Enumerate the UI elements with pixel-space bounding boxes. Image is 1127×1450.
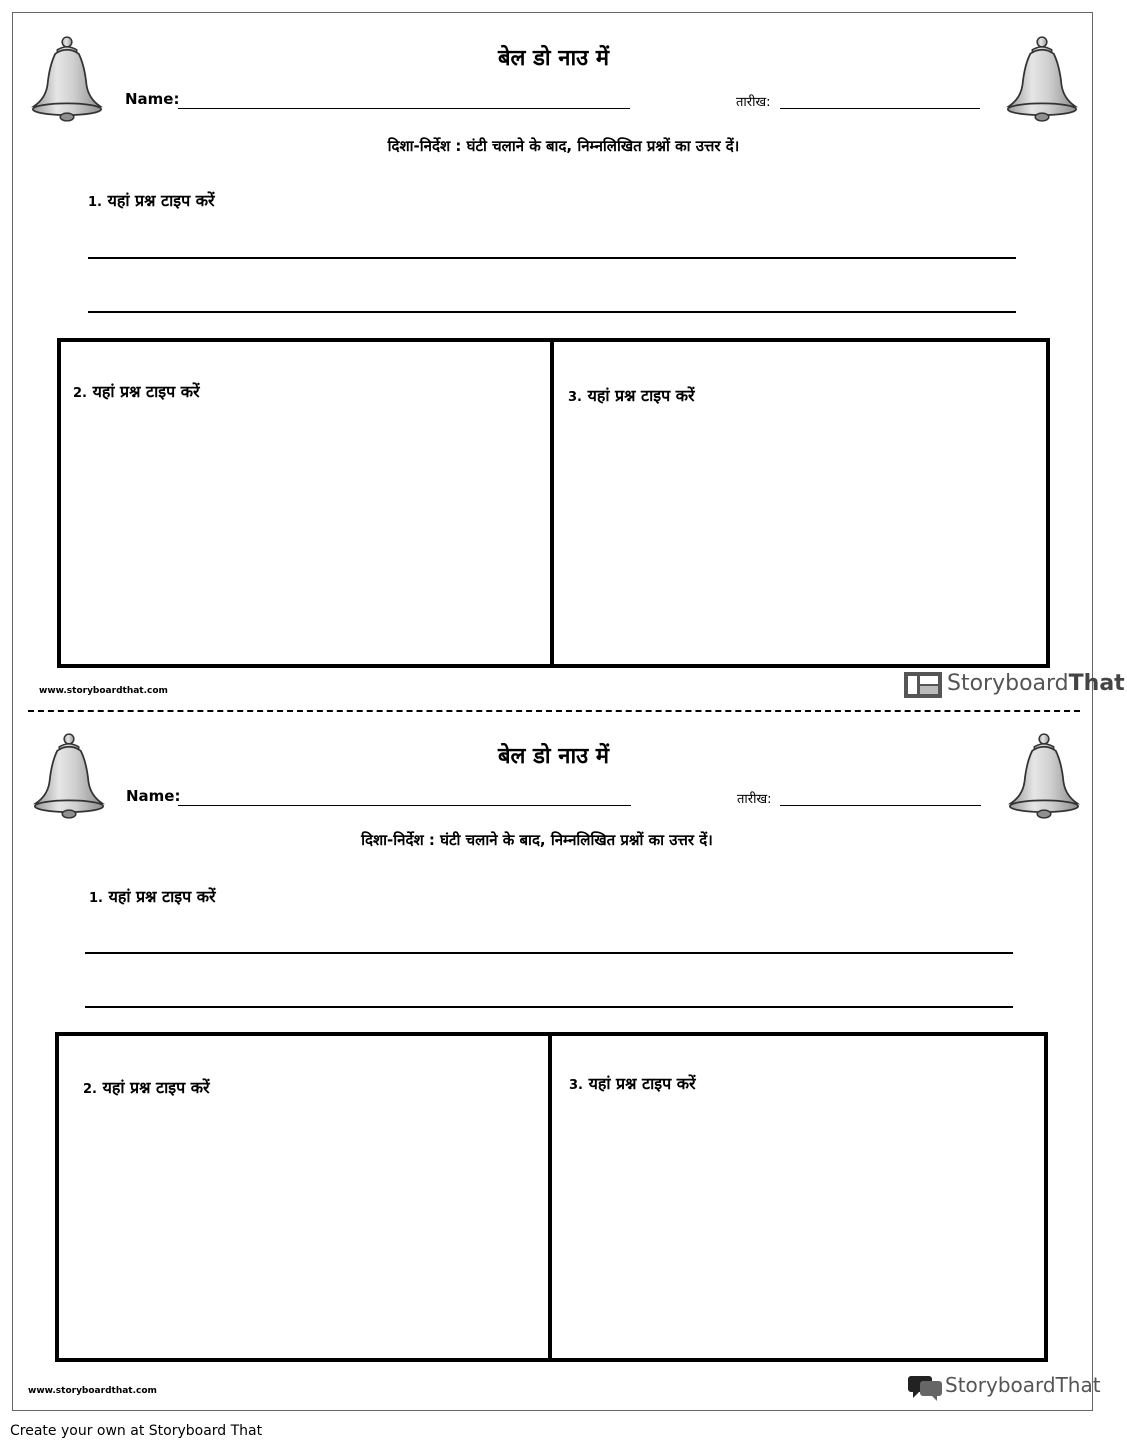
directions-text: दिशा-निर्देश : घंटी चलाने के बाद, निम्नलिखित प्रश्नों का उत्तर दें।	[361, 831, 713, 849]
worksheet-title: बेल डो नाउ में	[497, 46, 610, 71]
question-1	[88, 189, 215, 211]
brand-name-bold: That	[1055, 1373, 1101, 1397]
question-text: यहां प्रश्न टाइप करें	[587, 386, 695, 405]
question-number: 1.	[89, 891, 103, 906]
name-line[interactable]	[178, 108, 630, 109]
question-number: 2.	[83, 1082, 97, 1097]
cut-line	[28, 710, 1080, 712]
name-label: Name:	[126, 787, 181, 805]
worksheet-title: बेल डो नाउ में	[497, 744, 610, 769]
box-divider	[548, 1032, 552, 1362]
date-label: तारीख:	[737, 792, 772, 807]
site-url[interactable]: www.storyboardthat.com	[39, 686, 168, 696]
question-number: 1.	[88, 195, 102, 210]
question-3	[568, 384, 695, 406]
answer-line[interactable]	[85, 952, 1013, 954]
brand-name: Storyboard	[947, 671, 1069, 696]
site-url[interactable]: www.storyboardthat.com	[28, 1386, 157, 1396]
question-text: यहां प्रश्न टाइप करें	[102, 1078, 210, 1097]
question-number: 3.	[568, 390, 582, 405]
question-text: यहां प्रश्न टाइप करें	[92, 382, 200, 401]
name-label: Name:	[125, 90, 180, 108]
name-line[interactable]	[178, 805, 631, 806]
box-divider	[550, 338, 554, 668]
question-3	[569, 1072, 696, 1094]
question-2	[73, 380, 200, 402]
answer-line[interactable]	[88, 257, 1016, 259]
question-1	[89, 885, 216, 907]
footer-credit[interactable]: Create your own at Storyboard That	[10, 1423, 263, 1439]
question-text: यहां प्रश्न टाइप करें	[588, 1074, 696, 1093]
answer-line[interactable]	[88, 311, 1016, 313]
date-label: तारीख:	[736, 95, 771, 110]
date-line[interactable]	[780, 108, 980, 109]
question-number: 3.	[569, 1078, 583, 1093]
answer-line[interactable]	[85, 1006, 1013, 1008]
question-text: यहां प्रश्न टाइप करें	[107, 191, 215, 210]
question-2	[83, 1076, 210, 1098]
storyboardthat-logo-icon	[903, 671, 943, 699]
brand-name-bold: That	[1068, 671, 1125, 696]
question-number: 2.	[73, 386, 87, 401]
directions-text: दिशा-निर्देश : घंटी चलाने के बाद, निम्नलिखित प्रश्नों का उत्तर दें।	[387, 137, 740, 155]
date-line[interactable]	[780, 805, 981, 806]
brand-name: Storyboard	[945, 1373, 1056, 1397]
question-text: यहां प्रश्न टाइप करें	[108, 887, 216, 906]
storyboardthat-logo-icon	[909, 1373, 943, 1401]
